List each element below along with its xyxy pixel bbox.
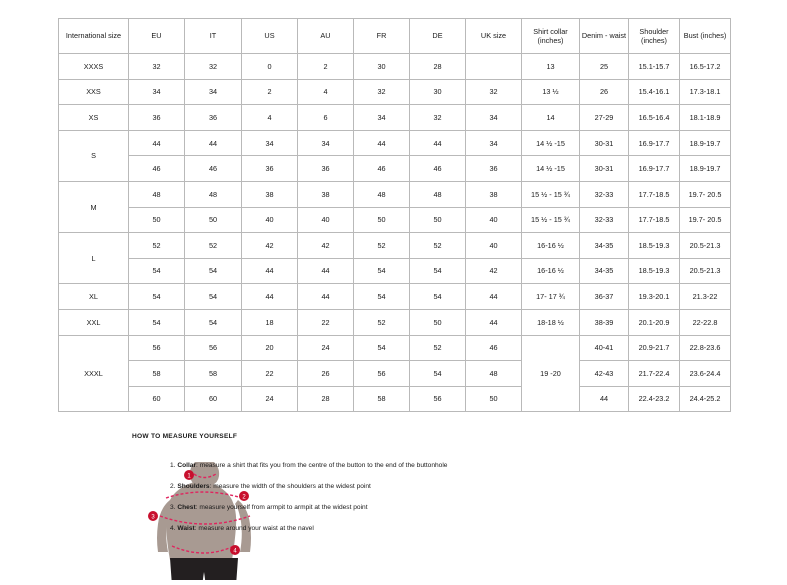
cell-de: 28	[410, 54, 466, 80]
cell-bust-inches: 21.3-22	[680, 284, 731, 310]
cell-shirt-collar-inches: 13 ½	[522, 79, 580, 105]
cell-denim-waist: 34-35	[580, 258, 629, 284]
step-number: 4.	[170, 525, 178, 533]
column-header-6: DE	[410, 19, 466, 54]
cell-denim-waist: 36-37	[580, 284, 629, 310]
cell-de: 56	[410, 386, 466, 412]
cell-it: 58	[185, 361, 242, 387]
cell-uk-size: 44	[466, 309, 522, 335]
cell-de: 50	[410, 309, 466, 335]
column-header-8: Shirt collar (inches)	[522, 19, 580, 54]
cell-us: 36	[242, 156, 298, 182]
cell-au: 34	[298, 130, 354, 156]
step-text: : measure the width of the shoulders at the widest point	[209, 483, 371, 491]
cell-denim-waist: 27-29	[580, 105, 629, 131]
marker-2-label: 2	[242, 494, 246, 501]
cell-international-size: M	[59, 181, 129, 232]
cell-fr: 44	[354, 130, 410, 156]
cell-us: 2	[242, 79, 298, 105]
cell-shirt-collar-inches: 15 ½ - 15 ¾	[522, 181, 580, 207]
cell-it: 54	[185, 258, 242, 284]
cell-denim-waist: 34-35	[580, 233, 629, 259]
table-row	[59, 181, 731, 207]
cell-fr: 54	[354, 284, 410, 310]
cell-shoulder-inches: 20.9-21.7	[629, 335, 680, 361]
cell-us: 42	[242, 233, 298, 259]
cell-eu: 32	[129, 54, 185, 80]
marker-1-label: 1	[187, 473, 191, 480]
cell-shoulder-inches: 16.9-17.7	[629, 130, 680, 156]
cell-shirt-collar-inches: 14	[522, 105, 580, 131]
cell-international-size: XS	[59, 105, 129, 131]
step-text: : measure yourself from armpit to armpit at the widest point	[195, 504, 368, 512]
cell-shirt-collar-inches: 17- 17 ¾	[522, 284, 580, 310]
cell-fr: 46	[354, 156, 410, 182]
cell-it: 56	[185, 335, 242, 361]
column-header-9: Denim - waist	[580, 19, 629, 54]
cell-us: 34	[242, 130, 298, 156]
step-term: Shoulders	[177, 483, 210, 491]
table-row	[59, 258, 731, 284]
cell-au: 24	[298, 335, 354, 361]
cell-eu: 54	[129, 309, 185, 335]
cell-uk-size: 32	[466, 79, 522, 105]
cell-international-size: XXL	[59, 309, 129, 335]
cell-de: 54	[410, 284, 466, 310]
cell-eu: 54	[129, 284, 185, 310]
cell-uk-size	[466, 54, 522, 80]
cell-eu: 46	[129, 156, 185, 182]
table-row	[59, 105, 731, 131]
size-table-container	[58, 18, 730, 412]
cell-de: 54	[410, 258, 466, 284]
cell-shoulder-inches: 16.9-17.7	[629, 156, 680, 182]
cell-au: 28	[298, 386, 354, 412]
how-to-measure-section	[132, 433, 732, 555]
column-header-7: UK size	[466, 19, 522, 54]
cell-de: 46	[410, 156, 466, 182]
cell-international-size: XL	[59, 284, 129, 310]
cell-au: 36	[298, 156, 354, 182]
cell-uk-size: 48	[466, 361, 522, 387]
cell-eu: 52	[129, 233, 185, 259]
cell-bust-inches: 20.5-21.3	[680, 233, 731, 259]
step-term: Collar	[177, 462, 197, 469]
cell-bust-inches: 16.5-17.2	[680, 54, 731, 80]
cell-denim-waist: 40-41	[580, 335, 629, 361]
cell-uk-size: 40	[466, 233, 522, 259]
step-term: Waist	[177, 525, 195, 533]
cell-shirt-collar-inches: 13	[522, 54, 580, 80]
cell-de: 30	[410, 79, 466, 105]
step-number: 1.	[170, 462, 178, 469]
step-text: : measure a shirt that fits you from the centre of the button to the end of the buttonhole	[196, 462, 448, 469]
cell-eu: 50	[129, 207, 185, 233]
table-header-row	[59, 19, 731, 54]
cell-bust-inches: 24.4-25.2	[680, 386, 731, 412]
cell-fr: 52	[354, 233, 410, 259]
cell-denim-waist: 26	[580, 79, 629, 105]
cell-fr: 54	[354, 258, 410, 284]
cell-fr: 32	[354, 79, 410, 105]
cell-international-size: XXS	[59, 79, 129, 105]
marker-3-label: 3	[151, 514, 155, 521]
cell-it: 44	[185, 130, 242, 156]
cell-shoulder-inches: 18.5-19.3	[629, 233, 680, 259]
marker-4-label: 4	[233, 548, 237, 555]
cell-de: 52	[410, 335, 466, 361]
step-number: 2.	[170, 483, 178, 491]
cell-de: 48	[410, 181, 466, 207]
cell-bust-inches: 19.7- 20.5	[680, 181, 731, 207]
cell-au: 26	[298, 361, 354, 387]
table-row	[59, 284, 731, 310]
cell-de: 32	[410, 105, 466, 131]
shorts-shape	[170, 558, 238, 580]
table-row	[59, 361, 731, 387]
cell-denim-waist: 30-31	[580, 156, 629, 182]
cell-au: 4	[298, 79, 354, 105]
column-header-0: International size	[59, 19, 129, 54]
step-text: : measure around your waist at the navel	[194, 525, 314, 533]
cell-us: 44	[242, 258, 298, 284]
cell-it: 48	[185, 181, 242, 207]
cell-uk-size: 40	[466, 207, 522, 233]
cell-de: 50	[410, 207, 466, 233]
cell-denim-waist: 44	[580, 386, 629, 412]
cell-eu: 60	[129, 386, 185, 412]
cell-shirt-collar-inches: 18-18 ½	[522, 309, 580, 335]
cell-denim-waist: 30-31	[580, 130, 629, 156]
cell-denim-waist: 38-39	[580, 309, 629, 335]
cell-uk-size: 36	[466, 156, 522, 182]
cell-shoulder-inches: 15.4-16.1	[629, 79, 680, 105]
cell-eu: 56	[129, 335, 185, 361]
cell-au: 40	[298, 207, 354, 233]
cell-eu: 44	[129, 130, 185, 156]
cell-it: 32	[185, 54, 242, 80]
table-row	[59, 233, 731, 259]
cell-shoulder-inches: 22.4-23.2	[629, 386, 680, 412]
measurement-step-3	[170, 504, 640, 513]
cell-uk-size: 44	[466, 284, 522, 310]
cell-eu: 36	[129, 105, 185, 131]
cell-eu: 54	[129, 258, 185, 284]
column-header-3: US	[242, 19, 298, 54]
cell-bust-inches: 20.5-21.3	[680, 258, 731, 284]
cell-shoulder-inches: 16.5-16.4	[629, 105, 680, 131]
cell-international-size: L	[59, 233, 129, 284]
cell-us: 22	[242, 361, 298, 387]
cell-it: 60	[185, 386, 242, 412]
cell-eu: 58	[129, 361, 185, 387]
measurement-steps-list	[170, 462, 640, 546]
cell-bust-inches: 18.1-18.9	[680, 105, 731, 131]
cell-shirt-collar-inches: 19 -20	[522, 335, 580, 412]
cell-uk-size: 42	[466, 258, 522, 284]
cell-fr: 34	[354, 105, 410, 131]
cell-it: 36	[185, 105, 242, 131]
cell-bust-inches: 22-22.8	[680, 309, 731, 335]
table-row	[59, 309, 731, 335]
cell-denim-waist: 25	[580, 54, 629, 80]
cell-fr: 56	[354, 361, 410, 387]
cell-fr: 30	[354, 54, 410, 80]
cell-shirt-collar-inches: 16-16 ½	[522, 233, 580, 259]
cell-shoulder-inches: 17.7-18.5	[629, 207, 680, 233]
cell-it: 54	[185, 284, 242, 310]
cell-au: 2	[298, 54, 354, 80]
cell-fr: 52	[354, 309, 410, 335]
cell-au: 6	[298, 105, 354, 131]
cell-shirt-collar-inches: 14 ½ -15	[522, 156, 580, 182]
table-row	[59, 79, 731, 105]
column-header-1: EU	[129, 19, 185, 54]
table-row	[59, 207, 731, 233]
step-number: 3.	[170, 504, 178, 512]
cell-us: 38	[242, 181, 298, 207]
cell-au: 44	[298, 258, 354, 284]
cell-de: 52	[410, 233, 466, 259]
cell-shirt-collar-inches: 16-16 ½	[522, 258, 580, 284]
cell-us: 24	[242, 386, 298, 412]
cell-us: 20	[242, 335, 298, 361]
cell-fr: 50	[354, 207, 410, 233]
cell-us: 18	[242, 309, 298, 335]
measurement-step-2	[170, 483, 640, 492]
cell-uk-size: 34	[466, 105, 522, 131]
cell-bust-inches: 17.3-18.1	[680, 79, 731, 105]
cell-us: 0	[242, 54, 298, 80]
cell-shoulder-inches: 18.5-19.3	[629, 258, 680, 284]
cell-us: 44	[242, 284, 298, 310]
column-header-2: IT	[185, 19, 242, 54]
cell-shoulder-inches: 17.7-18.5	[629, 181, 680, 207]
cell-fr: 48	[354, 181, 410, 207]
cell-bust-inches: 19.7- 20.5	[680, 207, 731, 233]
cell-shoulder-inches: 15.1-15.7	[629, 54, 680, 80]
cell-eu: 34	[129, 79, 185, 105]
cell-it: 52	[185, 233, 242, 259]
size-table-body	[59, 54, 731, 412]
size-table	[58, 18, 731, 412]
cell-uk-size: 46	[466, 335, 522, 361]
cell-de: 44	[410, 130, 466, 156]
cell-shirt-collar-inches: 14 ½ -15	[522, 130, 580, 156]
size-table-head	[59, 19, 731, 54]
cell-au: 42	[298, 233, 354, 259]
cell-shoulder-inches: 20.1-20.9	[629, 309, 680, 335]
cell-bust-inches: 22.8-23.6	[680, 335, 731, 361]
cell-de: 54	[410, 361, 466, 387]
cell-fr: 58	[354, 386, 410, 412]
cell-au: 22	[298, 309, 354, 335]
cell-shoulder-inches: 21.7-22.4	[629, 361, 680, 387]
cell-it: 54	[185, 309, 242, 335]
cell-it: 46	[185, 156, 242, 182]
cell-international-size: S	[59, 130, 129, 181]
cell-uk-size: 38	[466, 181, 522, 207]
cell-bust-inches: 18.9-19.7	[680, 156, 731, 182]
cell-it: 34	[185, 79, 242, 105]
table-row	[59, 54, 731, 80]
step-term: Chest	[177, 504, 196, 512]
measurement-step-1	[170, 462, 640, 471]
cell-denim-waist: 32-33	[580, 181, 629, 207]
cell-au: 38	[298, 181, 354, 207]
measurement-step-4	[170, 525, 640, 534]
table-row	[59, 386, 731, 412]
cell-bust-inches: 18.9-19.7	[680, 130, 731, 156]
column-header-4: AU	[298, 19, 354, 54]
cell-uk-size: 34	[466, 130, 522, 156]
cell-fr: 54	[354, 335, 410, 361]
table-row	[59, 130, 731, 156]
cell-denim-waist: 32-33	[580, 207, 629, 233]
cell-us: 4	[242, 105, 298, 131]
how-to-measure-title: HOW TO MEASURE YOURSELF	[132, 433, 238, 440]
column-header-11: Bust (inches)	[680, 19, 731, 54]
table-row	[59, 335, 731, 361]
cell-uk-size: 50	[466, 386, 522, 412]
cell-eu: 48	[129, 181, 185, 207]
cell-au: 44	[298, 284, 354, 310]
cell-shoulder-inches: 19.3-20.1	[629, 284, 680, 310]
column-header-10: Shoulder (inches)	[629, 19, 680, 54]
cell-bust-inches: 23.6-24.4	[680, 361, 731, 387]
cell-us: 40	[242, 207, 298, 233]
cell-denim-waist: 42-43	[580, 361, 629, 387]
cell-international-size: XXXL	[59, 335, 129, 412]
cell-international-size: XXXS	[59, 54, 129, 80]
cell-it: 50	[185, 207, 242, 233]
cell-shirt-collar-inches: 15 ½ - 15 ¾	[522, 207, 580, 233]
table-row	[59, 156, 731, 182]
column-header-5: FR	[354, 19, 410, 54]
